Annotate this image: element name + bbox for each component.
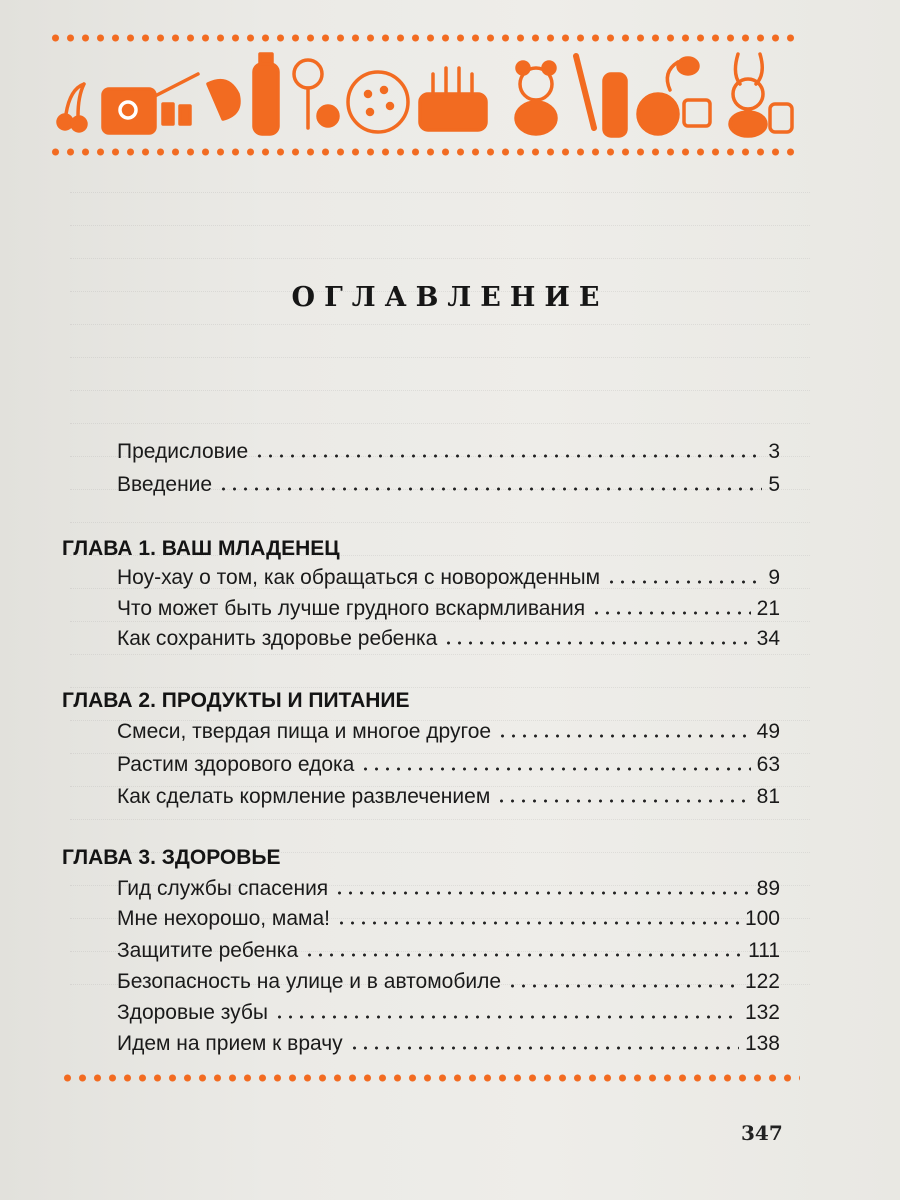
toc-entry-title: Что может быть лучше грудного вскармливания [117, 597, 586, 620]
toc-entry-page: 111 [748, 939, 780, 962]
toc-entry-page: 89 [756, 877, 780, 900]
dot-leader [349, 1046, 739, 1050]
dot-leader [334, 891, 750, 895]
dot-leader [360, 767, 750, 771]
toc-entry-page: 49 [756, 720, 780, 743]
toc-entry [117, 877, 780, 901]
toc-entry-title: Мне нехорошо, мама! [117, 907, 330, 930]
dot-leader [507, 984, 739, 988]
toc-entry-title: Как сделать кормление развлечением [117, 785, 491, 808]
baby-items-illustration-banner [48, 44, 800, 144]
toc-entry-title: Ноу-хау о том, как обращаться с новорожденным [117, 566, 601, 589]
dot-leader [304, 953, 742, 957]
dot-leader [443, 641, 750, 645]
toc-entry-title: Безопасность на улице и в автомобиле [117, 970, 502, 993]
toc-entry [117, 785, 780, 809]
toc-entry [117, 720, 780, 744]
dot-leader [497, 734, 751, 738]
toc-entry [117, 597, 780, 621]
toc-entry-page: 63 [756, 753, 780, 776]
toc-entry-title: Предисловие [117, 440, 249, 463]
toc-entry-page: 122 [744, 970, 780, 993]
page-number: 347 [741, 1121, 783, 1145]
toc-entry [117, 1001, 780, 1025]
dot-leader [606, 580, 762, 584]
toc-entry [117, 440, 780, 464]
toc-entry-title: Смеси, твердая пища и многое другое [117, 720, 492, 743]
chapter-heading: ГЛАВА 1. ВАШ МЛАДЕНЕЦ [62, 537, 340, 560]
toc-entry-page: 100 [744, 907, 780, 930]
toc-entry-title: Как сохранить здоровье ребенка [117, 627, 438, 650]
toc-entry [117, 907, 780, 931]
toc-entry [117, 753, 780, 777]
dot-leader [254, 454, 762, 458]
chapter-heading: ГЛАВА 3. ЗДОРОВЬЕ [62, 846, 281, 869]
dot-leader [591, 611, 751, 615]
toc-entry [117, 970, 780, 994]
toc-entry [117, 939, 780, 963]
toc-entry-page: 81 [756, 785, 780, 808]
toc-entry [117, 473, 780, 497]
decorative-dot-row-under-banner [48, 146, 798, 158]
toc-entry-title: Здоровые зубы [117, 1001, 268, 1024]
toc-entry [117, 627, 780, 651]
dot-leader [336, 921, 739, 925]
toc-entry-page: 9 [768, 566, 780, 589]
toc-entry [117, 566, 780, 590]
toc-entry-page: 138 [744, 1032, 780, 1055]
page-title: ОГЛАВЛЕНИЕ [291, 282, 609, 313]
toc-entry-title: Защитите ребенка [117, 939, 299, 962]
dot-leader [274, 1015, 739, 1019]
decorative-dot-row-bottom [60, 1072, 800, 1084]
toc-entry-page: 5 [768, 473, 780, 496]
toc-entry [117, 1032, 780, 1056]
toc-entry-page: 132 [744, 1001, 780, 1024]
toc-entry-title: Введение [117, 473, 213, 496]
toc-entry-page: 3 [768, 440, 780, 463]
toc-entry-title: Растим здорового едока [117, 753, 355, 776]
dot-leader [496, 799, 750, 803]
decorative-dot-row-top [48, 32, 798, 44]
chapter-heading: ГЛАВА 2. ПРОДУКТЫ И ПИТАНИЕ [62, 689, 410, 712]
toc-entry-page: 34 [756, 627, 780, 650]
toc-entry-title: Идем на прием к врачу [117, 1032, 343, 1055]
toc-entry-page: 21 [756, 597, 780, 620]
toc-entry-title: Гид службы спасения [117, 877, 329, 900]
dot-leader [218, 487, 762, 491]
